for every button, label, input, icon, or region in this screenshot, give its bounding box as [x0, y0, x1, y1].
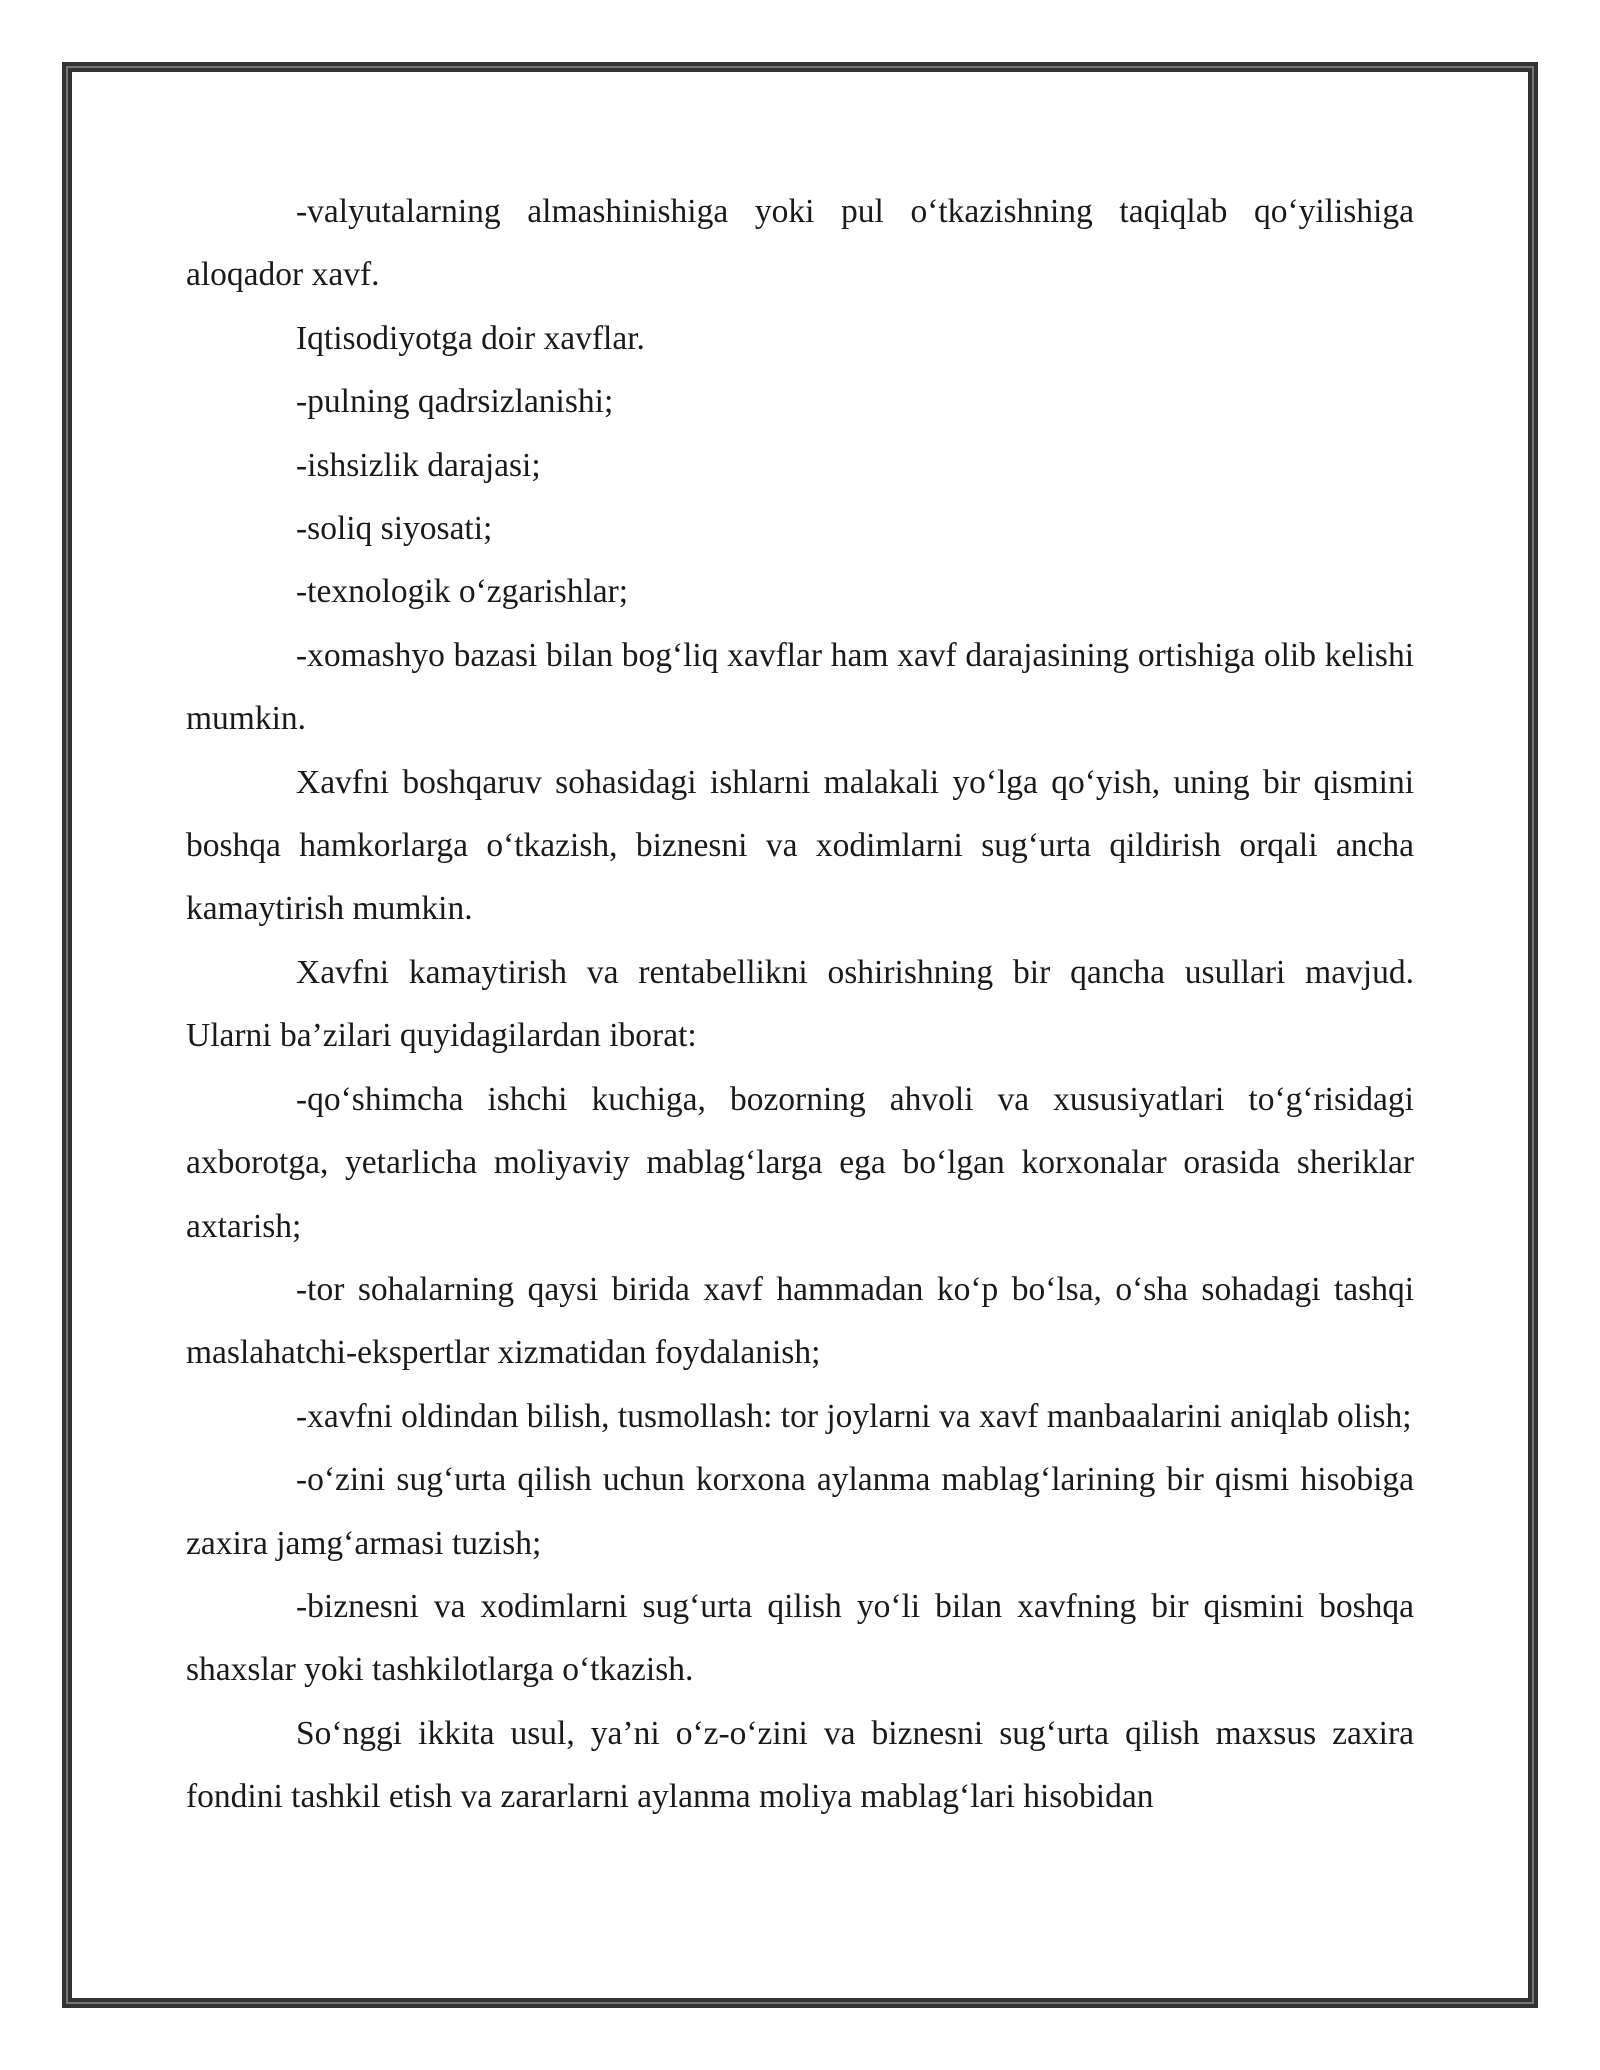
list-item-unemployment: -ishsizlik darajasi; — [296, 446, 541, 484]
document-body — [186, 180, 1414, 1829]
list-item-inflation: -pulning qadrsizlanishi; — [296, 383, 614, 421]
list-item-partners: -qo‘shimcha ishchi kuchiga, bozorning ahvoli va xususiyatlari to‘g‘risidagi axborotga, yetarlicha moliyaviy mablag‘larga ega bo‘lgan korxonalar orasida sheriklar axtarish; — [186, 1080, 1414, 1245]
list-item-tax-policy: -soliq siyosati; — [296, 510, 493, 548]
list-item-insurance-transfer: -biznesni va xodimlarni sug‘urta qilish yo‘li bilan xavfning bir qismini boshqa shaxslar yoki tashkilotlarga o‘tkazish. — [186, 1587, 1414, 1689]
paragraph-risk-reduction-methods: Xavfni kamaytirish va rentabellikni oshirishning bir qancha usullari mavjud. Ularni ba’zilari quyidagilardan iborat: — [186, 953, 1414, 1055]
paragraph-risk-management: Xavfni boshqaruv sohasidagi ishlarni malakali yo‘lga qo‘yish, uning bir qismini boshqa hamkorlarga o‘tkazish, biznesni va xodimlarni sug‘urta qildirish orqali ancha kamaytirish mumkin. — [186, 763, 1414, 928]
list-item-consultants: -tor sohalarning qaysi birida xavf hammadan ko‘p bo‘lsa, o‘sha sohadagi tashqi maslahatchi-ekspertlar xizmatidan foydalanish; — [186, 1270, 1414, 1372]
list-item-forecasting: -xavfni oldindan bilish, tusmollash: tor joylarni va xavf manbaalarini aniqlab olish; — [296, 1397, 1412, 1435]
paragraph-currency-risk: -valyutalarning almashinishiga yoki pul o‘tkazishning taqiqlab qo‘yilishiga aloqador xavf. — [186, 193, 1414, 294]
paragraph-economic-risks-heading: Iqtisodiyotga doir xavflar. — [296, 319, 645, 357]
list-item-technology-changes: -texnologik o‘zgarishlar; — [296, 573, 629, 611]
paragraph-last-two-methods: So‘nggi ikkita usul, ya’ni o‘z-o‘zini va biznesni sug‘urta qilish maxsus zaxira fondini tashkil etish va zararlarni aylanma moliya mablag‘lari hisobidan — [186, 1714, 1414, 1816]
list-item-self-insurance: -o‘zini sug‘urta qilish uchun korxona aylanma mablag‘larining bir qismi hisobiga zaxira jamg‘armasi tuzish; — [186, 1461, 1414, 1562]
list-item-raw-materials: -xomashyo bazasi bilan bog‘liq xavflar ham xavf darajasining ortishiga olib kelishi mumkin. — [186, 636, 1414, 738]
